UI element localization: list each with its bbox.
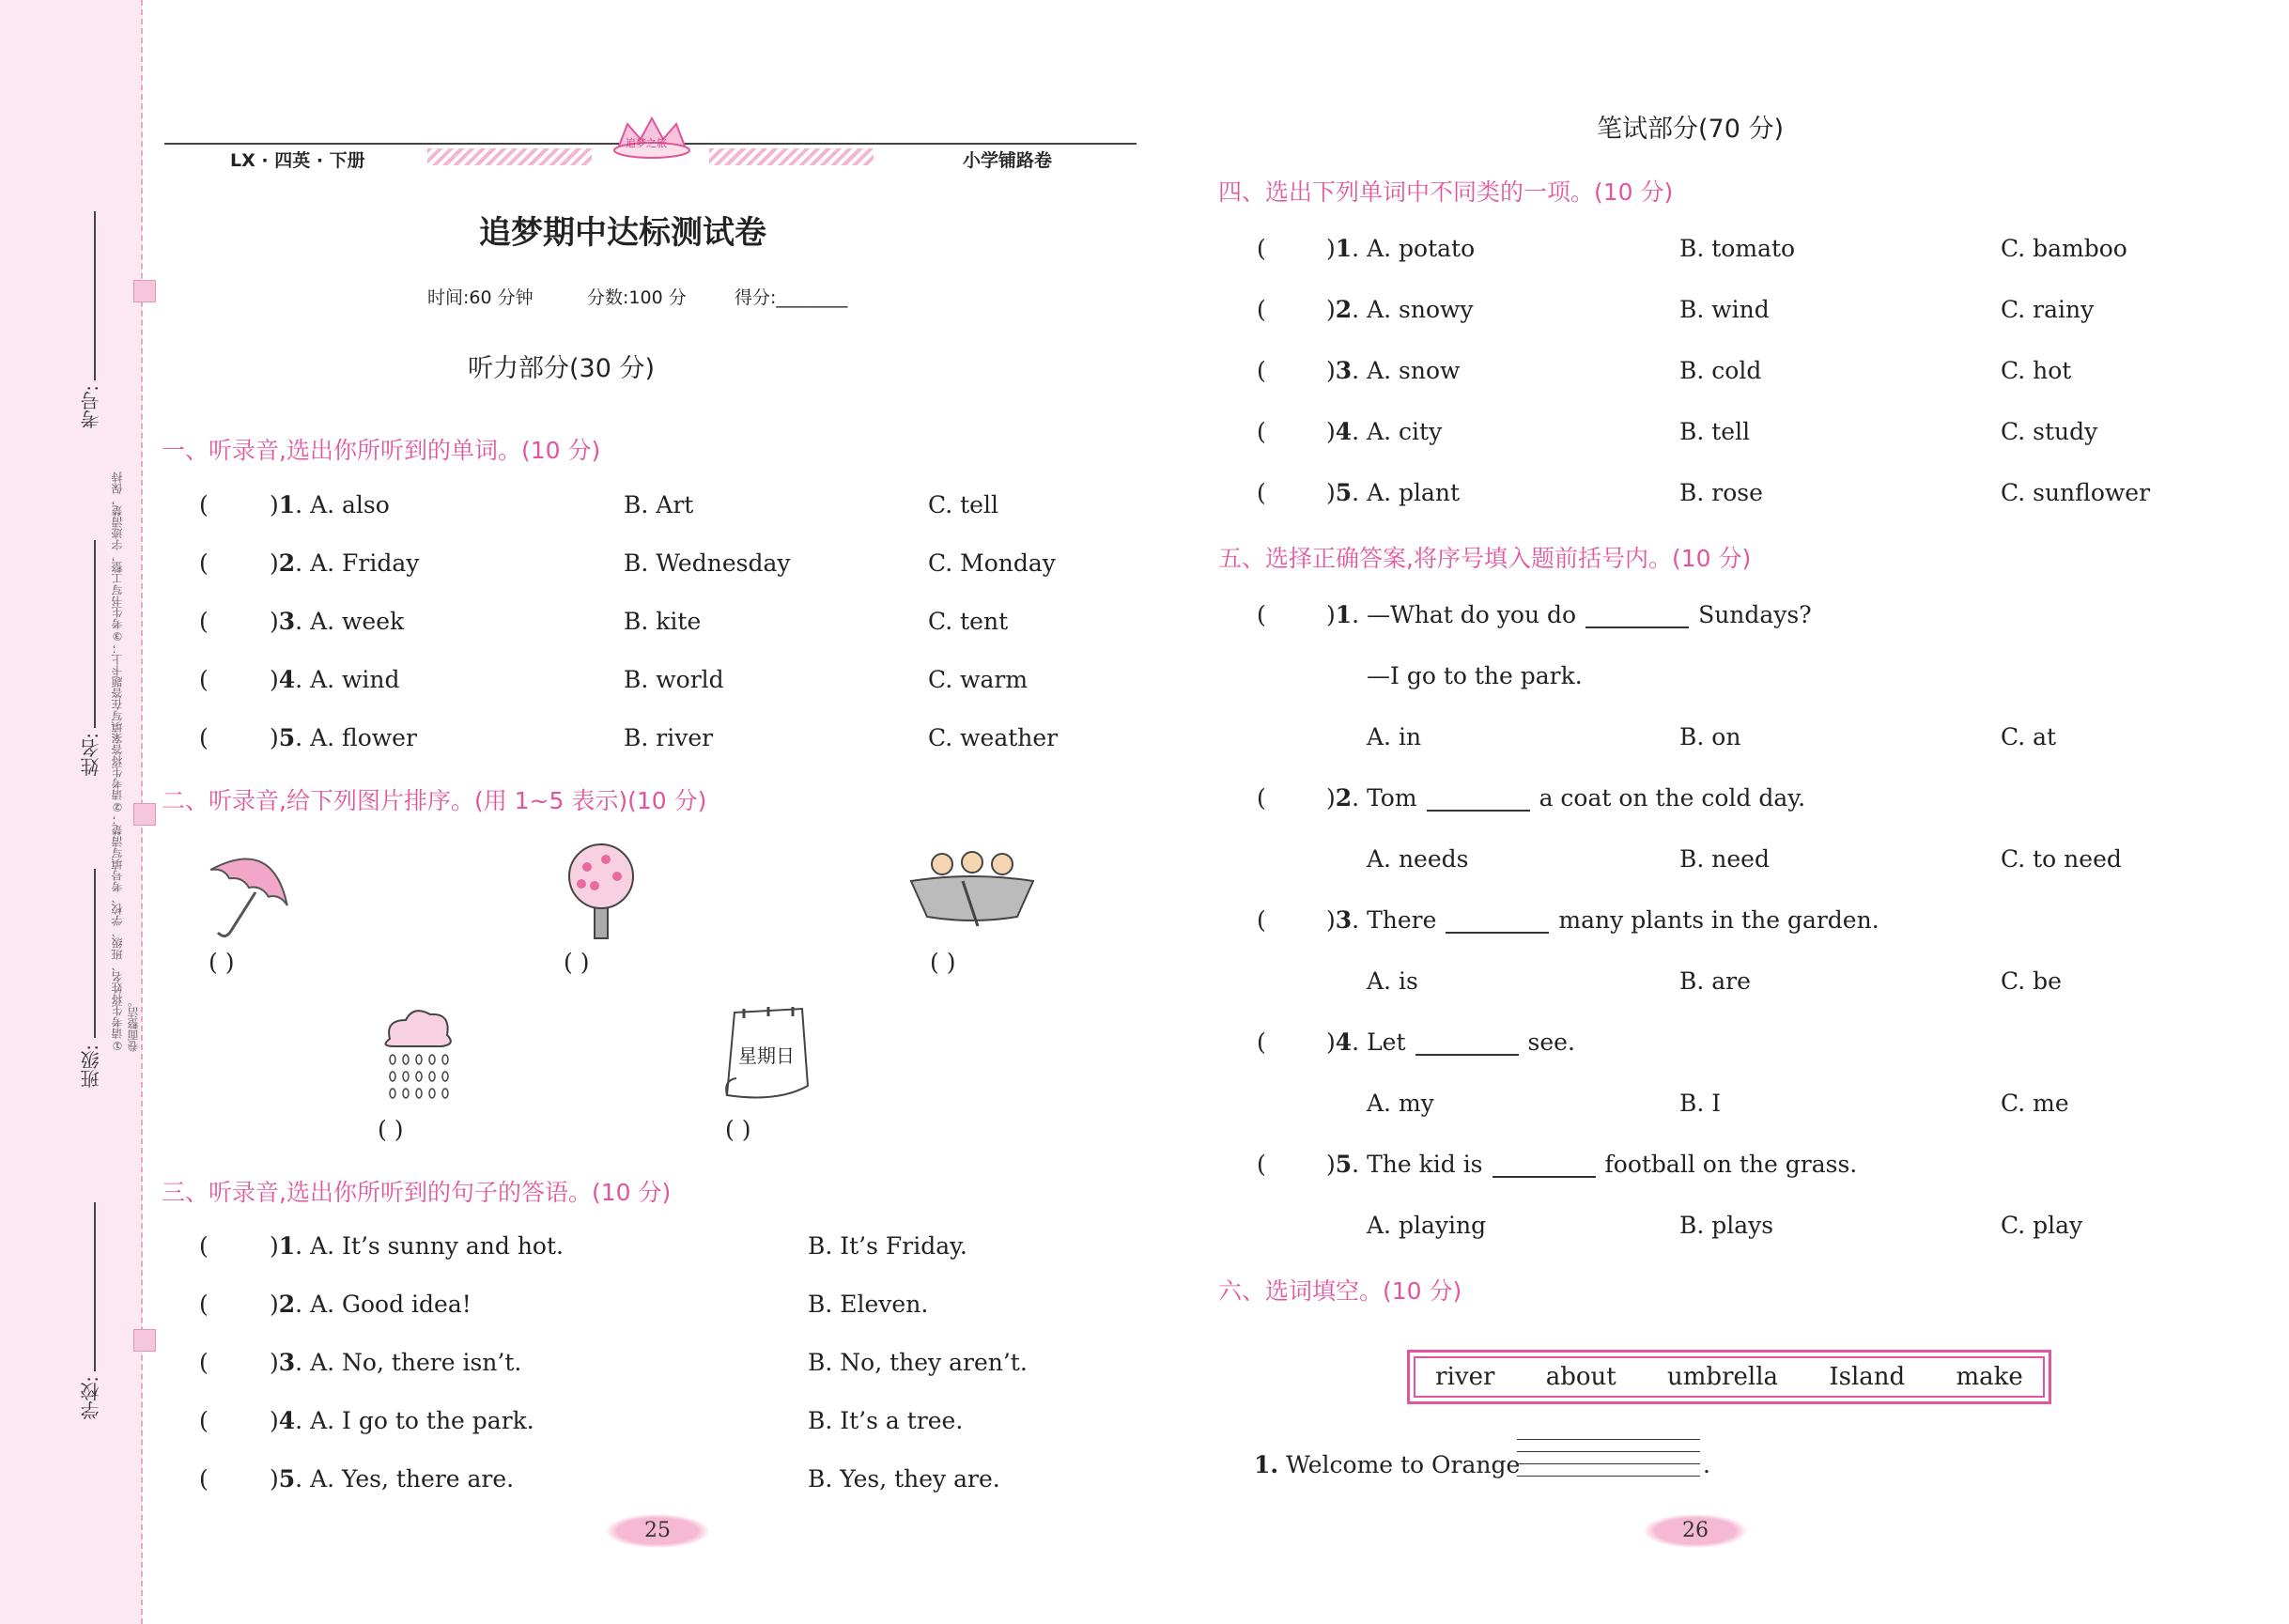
answer-paren[interactable]: ( (1257, 906, 1266, 934)
option-c: C. Monday (928, 549, 1056, 577)
option-b: B. wind (1679, 296, 1770, 323)
question-number: )5. A. plant (1326, 479, 1461, 506)
answer-paren[interactable]: ( (199, 666, 209, 693)
picture-5-answer[interactable]: ( ) (725, 1116, 751, 1143)
option-c: C. warm (928, 666, 1029, 693)
section-4-title: 四、选出下列单词中不同类的一项。(10 分) (1218, 178, 1674, 206)
section-2-title: 二、听录音,给下列图片排序。(用 1~5 表示)(10 分) (162, 787, 707, 814)
option-a: A. my (1367, 1090, 1434, 1117)
option-b: B. cold (1679, 357, 1762, 384)
question-number: )5. A. Yes, there are. (270, 1465, 515, 1493)
question-number: )3. A. snow (1326, 357, 1461, 384)
picture-umbrella (197, 841, 301, 948)
answer-paren[interactable]: ( (199, 1465, 209, 1493)
word-bank-item: umbrella (1667, 1363, 1779, 1391)
fill-question-1: 1. Welcome to Orange (1254, 1451, 1521, 1478)
option-b: B. rose (1679, 479, 1763, 506)
name-label: 姓名: (80, 733, 102, 777)
question-number: )2. A. Friday (270, 549, 420, 577)
word-bank-item: Island (1829, 1363, 1906, 1391)
question-stem: )2. Tom a coat on the cold day. (1326, 784, 1806, 812)
picture-calendar (721, 1005, 815, 1104)
option-a: A. also (310, 491, 390, 518)
answer-paren[interactable]: ( (1257, 784, 1266, 812)
option-b: B. tell (1679, 418, 1751, 445)
option-a: A. city (1367, 418, 1443, 445)
question-number: )2. A. snowy (1326, 296, 1474, 323)
answer-paren[interactable]: ( (1257, 601, 1266, 628)
school-label: 学校: (80, 1376, 102, 1420)
option-b: B. kite (624, 608, 702, 635)
question-number: )2. A. Good idea! (270, 1291, 472, 1318)
calendar-label: 星期日 (738, 1044, 795, 1067)
option-b: B. Wednesday (624, 549, 791, 577)
answer-paren[interactable]: ( (1257, 418, 1266, 445)
answer-paren[interactable]: ( (1257, 235, 1266, 262)
option-c: C. tell (928, 491, 998, 518)
apple-tree-icon (559, 839, 643, 942)
answer-paren[interactable]: ( (1257, 1029, 1266, 1056)
option-a: A. needs (1367, 845, 1469, 873)
result-field[interactable]: 得分:________ (735, 287, 848, 308)
header-emblem (609, 111, 695, 160)
margin-marker-2 (133, 803, 156, 826)
question-stem: )4. Let see. (1326, 1029, 1575, 1056)
option-b: B. I (1679, 1090, 1722, 1117)
option-c: C. play (2001, 1212, 2083, 1239)
header-left-label: LX · 四英 · 下册 (230, 150, 365, 171)
option-b: B. on (1679, 723, 1741, 750)
option-c: C. to need (2001, 845, 2122, 873)
question-reply: —I go to the park. (1367, 662, 1583, 689)
option-b: B. need (1679, 845, 1770, 873)
option-c: C. bamboo (2001, 235, 2127, 262)
option-c: C. hot (2001, 357, 2072, 384)
boat-children-icon (906, 843, 1038, 928)
margin-marker-3 (133, 1329, 156, 1352)
option-a: A. potato (1367, 235, 1476, 262)
option-a: A. playing (1367, 1212, 1487, 1239)
page-number-left: 25 (606, 1514, 709, 1548)
picture-rain (376, 1003, 460, 1110)
fill-blank[interactable] (1427, 787, 1530, 812)
option-b: B. tomato (1679, 235, 1796, 262)
fill-blank[interactable] (1415, 1031, 1519, 1056)
option-b: B. Yes, they are. (808, 1465, 1000, 1493)
option-b: B. Art (624, 491, 694, 518)
option-c: C. be (2001, 967, 2062, 995)
word-bank (1407, 1350, 2051, 1404)
fill-blank[interactable] (1446, 909, 1549, 934)
word-bank-item: about (1545, 1363, 1616, 1391)
listening-header: 听力部分(30 分) (468, 354, 656, 383)
picture-1-answer[interactable]: ( ) (209, 949, 235, 976)
option-a: A. It’s sunny and hot. (310, 1232, 564, 1260)
option-b: B. No, they aren’t. (808, 1349, 1028, 1376)
option-c: C. at (2001, 723, 2057, 750)
option-a: A. I go to the park. (310, 1407, 534, 1434)
class-line[interactable] (94, 869, 96, 1038)
option-b: B. It’s a tree. (808, 1407, 964, 1434)
answer-paren[interactable]: ( (1257, 357, 1266, 384)
header-stripe-right (709, 148, 874, 165)
section-1-title: 一、听录音,选出你所听到的单词。(10 分) (162, 437, 601, 464)
picture-2-answer[interactable]: ( ) (564, 949, 590, 976)
question-stem: )1. —What do you do Sundays? (1326, 601, 1812, 628)
answer-paren[interactable]: ( (199, 1349, 209, 1376)
word-bank-item: river (1435, 1363, 1495, 1391)
section-3-title: 三、听录音,选出你所听到的句子的答语。(10 分) (162, 1179, 672, 1206)
option-a: A. Friday (310, 549, 420, 577)
question-number: )4. A. wind (270, 666, 400, 693)
question-number: )1. A. also (270, 491, 390, 518)
exam-no-label: 考号: (80, 385, 102, 429)
option-c: C. me (2001, 1090, 2069, 1117)
option-a: A. flower (310, 724, 417, 751)
option-a: A. snowy (1367, 296, 1474, 323)
question-number: )4. A. I go to the park. (270, 1407, 534, 1434)
option-b: B. Eleven. (808, 1291, 929, 1318)
option-a: A. No, there isn’t. (310, 1349, 522, 1376)
exam-no-line[interactable] (94, 211, 96, 380)
word-bank-item: make (1956, 1363, 2023, 1391)
answer-paren[interactable]: ( (199, 1291, 209, 1318)
header-stripe-left (427, 148, 592, 165)
picture-4-answer[interactable]: ( ) (378, 1116, 404, 1143)
page-number-right: 26 (1644, 1514, 1747, 1548)
option-c: C. sunflower (2001, 479, 2151, 506)
header-right-label: 小学铺路卷 (963, 150, 1053, 171)
option-a: A. Good idea! (310, 1291, 472, 1318)
question-number: )1. A. It’s sunny and hot. (270, 1232, 564, 1260)
margin-marker-1 (133, 280, 156, 302)
option-c: C. rainy (2001, 296, 2095, 323)
fill-blank[interactable] (1585, 604, 1689, 628)
answer-paren[interactable]: ( (199, 1407, 209, 1434)
score-info: 分数:100 分 (587, 287, 687, 308)
option-c: C. weather (928, 724, 1059, 751)
picture-3-answer[interactable]: ( ) (930, 949, 956, 976)
umbrella-icon (197, 841, 301, 944)
fill-answer-lines[interactable] (1517, 1437, 1700, 1477)
section-6-title: 六、选词填空。(10 分) (1218, 1277, 1462, 1305)
option-a: A. snow (1367, 357, 1461, 384)
option-a: A. wind (310, 666, 400, 693)
question-number: )1. A. potato (1326, 235, 1476, 262)
instruction-note: ①请考生将姓名、班级、学校、考号填写清楚；②请考生将答案填写在答题卡上；③考生书写工整，字迹清楚，保持卷面整洁。 (111, 472, 140, 1052)
emblem-text: 追梦之旅 (626, 137, 667, 149)
page-title: 追梦期中达标测试卷 (479, 214, 766, 252)
option-a: A. Yes, there are. (310, 1465, 515, 1493)
option-b: B. It’s Friday. (808, 1232, 967, 1260)
option-b: B. world (624, 666, 724, 693)
class-label: 班级: (80, 1044, 102, 1089)
question-number: )3. A. week (270, 608, 405, 635)
question-stem: )3. There many plants in the garden. (1326, 906, 1879, 934)
section-5-title: 五、选择正确答案,将序号填入题前括号内。(10 分) (1218, 545, 1752, 572)
answer-paren[interactable]: ( (199, 549, 209, 577)
option-a: A. plant (1367, 479, 1461, 506)
option-c: C. study (2001, 418, 2098, 445)
answer-paren[interactable]: ( (199, 724, 209, 751)
fill-question-1-end: . (1703, 1451, 1710, 1478)
answer-paren[interactable]: ( (199, 608, 209, 635)
option-b: B. are (1679, 967, 1751, 995)
answer-paren[interactable]: ( (199, 491, 209, 518)
option-b: B. plays (1679, 1212, 1774, 1239)
rain-cloud-icon (376, 1003, 460, 1106)
picture-boat (906, 843, 1038, 932)
question-number: )3. A. No, there isn’t. (270, 1349, 522, 1376)
written-header: 笔试部分(70 分) (1597, 115, 1785, 144)
answer-paren[interactable]: ( (199, 1232, 209, 1260)
question-number: )5. A. flower (270, 724, 417, 751)
school-line[interactable] (94, 1202, 96, 1371)
option-a: A. in (1367, 723, 1422, 750)
option-a: A. is (1367, 967, 1418, 995)
answer-paren[interactable]: ( (1257, 296, 1266, 323)
picture-apple-tree (559, 839, 643, 946)
answer-paren[interactable]: ( (1257, 1151, 1266, 1178)
time-info: 时间:60 分钟 (427, 287, 534, 308)
fill-blank[interactable] (1492, 1153, 1596, 1178)
name-line[interactable] (94, 540, 96, 728)
option-b: B. river (624, 724, 714, 751)
option-c: C. tent (928, 608, 1009, 635)
question-number: )4. A. city (1326, 418, 1443, 445)
answer-paren[interactable]: ( (1257, 479, 1266, 506)
option-a: A. week (310, 608, 405, 635)
question-stem: )5. The kid is football on the grass. (1326, 1151, 1858, 1178)
